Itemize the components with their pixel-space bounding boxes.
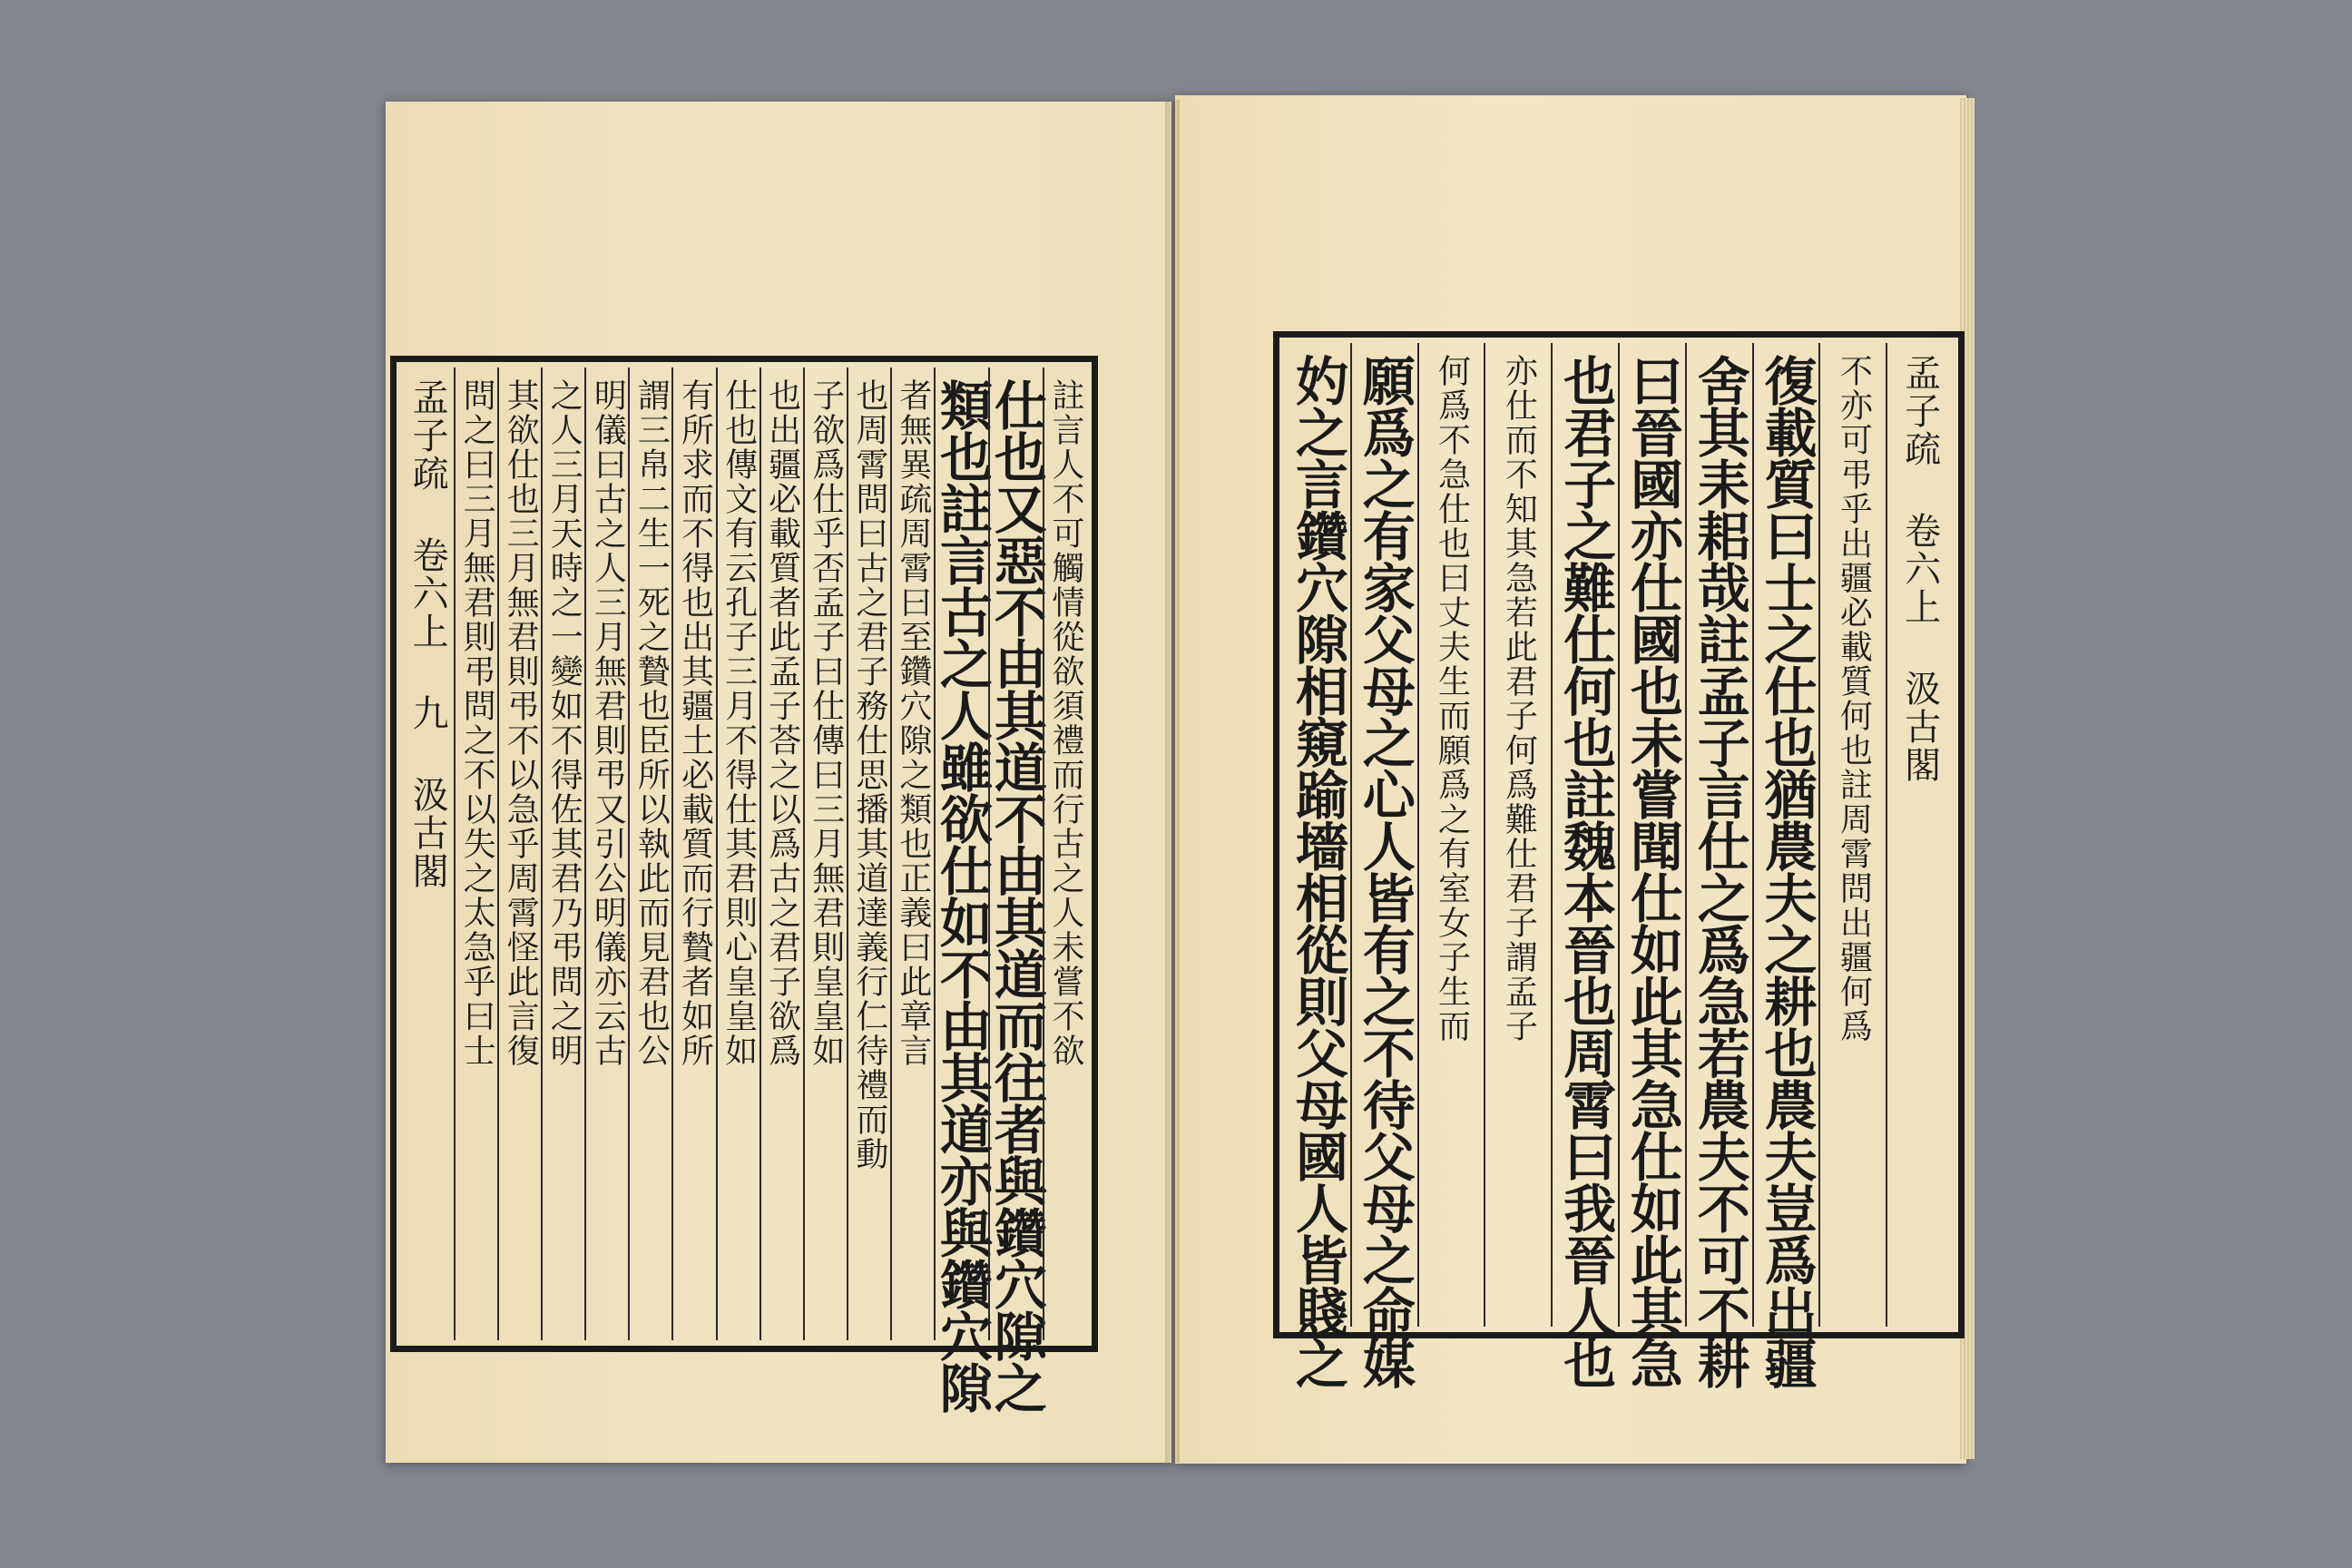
column-text: 之人三月天時之一變如不得佐其君乃弔問之明: [545, 378, 583, 1068]
left-page-column: [803, 368, 847, 1340]
right-page-column: [1685, 343, 1752, 1388]
right-page-column: [1886, 343, 1953, 1327]
right-page-column: [1484, 343, 1551, 1327]
left-page-column: [716, 368, 760, 1340]
left-page-column: [402, 368, 454, 1340]
column-text: 舍其耒耜哉註孟子言仕之爲急若農夫不可不耕: [1688, 354, 1750, 1388]
column-text: 孟子疏 卷六上 汲古閣: [1898, 354, 1941, 784]
column-text: 不亦可弔乎出疆必載質何也註周霄問出疆何爲: [1835, 354, 1873, 1044]
right-page-column: [1618, 343, 1685, 1388]
left-page-column: [890, 368, 934, 1340]
column-text: 仕也傳文有云孔子三月不得仕其君則心皇皇如: [720, 378, 758, 1068]
column-text: 也君子之難仕何也註魏本晉也周霄曰我晉人也: [1554, 354, 1617, 1388]
left-page-column: [930, 368, 993, 1413]
column-text: 復載質曰士之仕也猶農夫之耕也農夫豈爲出疆: [1755, 354, 1818, 1388]
column-text: 其欲仕也三月無君則弔不以急乎周霄怪此言復: [502, 378, 540, 1068]
left-page-column: [847, 368, 890, 1340]
right-page-column: [1752, 343, 1819, 1388]
right-page-column: [1551, 343, 1618, 1388]
right-text-frame: [1273, 331, 1965, 1388]
column-text: 孟子疏 卷六上 九 汲古閣: [407, 378, 449, 890]
left-page-column: [671, 368, 715, 1340]
column-text: 願爲之有家父母之心人皆有之不待父母之命媒: [1353, 354, 1416, 1388]
left-text-frame: [390, 356, 1098, 1413]
column-text: 曰晉國亦仕國也未嘗聞仕如此其急仕如此其急: [1621, 354, 1683, 1388]
column-text: 子欲爲仕乎否孟子曰仕傳曰三月無君則皇皇如: [807, 378, 845, 1068]
column-text: 者無異疏周霄曰至鑽穴隙之類也正義曰此章言: [894, 378, 932, 1068]
left-page-column: [497, 368, 541, 1340]
column-text: 有所求而不得也出其疆土必載質而行贄者如所: [676, 378, 714, 1068]
right-page-column: [1417, 343, 1485, 1327]
column-text: 仕也又惡不由其道不由其道而往者與鑽穴隙之: [985, 378, 1047, 1413]
right-page-column: [1818, 343, 1886, 1327]
column-text: 妁之言鑽穴隙相窺踰墻相從則父母國人皆賤之: [1286, 354, 1348, 1388]
left-columns: [402, 368, 1086, 1413]
left-page-column: [985, 368, 1047, 1413]
column-text: 明儀曰古之人三月無君則弔又引公明儀亦云古: [589, 378, 627, 1068]
book-gutter: [1165, 100, 1180, 1463]
left-page-column: [760, 368, 803, 1340]
column-text: 也出疆必載質者此孟子荅之以爲古之君子欲爲: [763, 378, 801, 1068]
left-page-column: [628, 368, 671, 1340]
column-text: 亦仕而不知其急若此君子何爲難仕君子謂孟子: [1500, 354, 1538, 1044]
left-page-column: [541, 368, 584, 1340]
left-page-column: [584, 368, 628, 1340]
column-text: 註言人不可觸情從欲須禮而行古之人未嘗不欲: [1046, 378, 1084, 1068]
column-text: 謂三帛二生一死之贄也臣所以執此而見君也公: [632, 378, 671, 1068]
left-page-column: [454, 368, 497, 1340]
left-page-column: [1043, 368, 1086, 1340]
right-page-column: [1350, 343, 1417, 1388]
right-columns: [1285, 343, 1953, 1388]
column-text: 問之曰三月無君則弔問之不以失之太急乎曰士: [458, 378, 496, 1068]
column-text: 何爲不急仕也曰丈夫生而願爲之有室女子生而: [1433, 354, 1471, 1044]
right-page-column: [1285, 343, 1350, 1388]
column-text: 類也註言古之人雖欲仕如不由其道亦與鑽穴隙: [930, 378, 993, 1413]
column-text: 也周霄問曰古之君子務仕思播其道達義行仁待禮而動: [850, 378, 888, 1171]
